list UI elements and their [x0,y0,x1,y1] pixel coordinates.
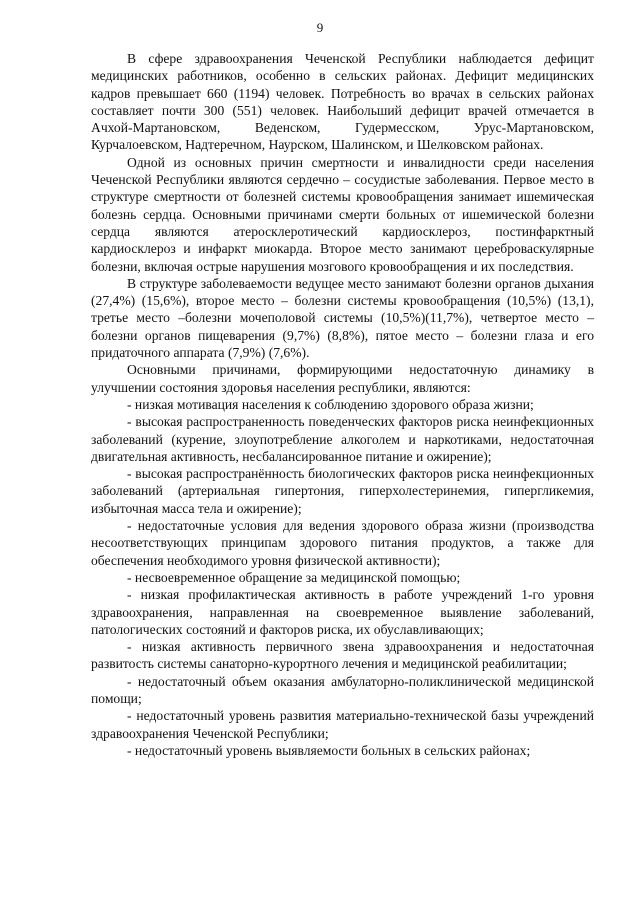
paragraph-morbidity-structure: В структуре заболеваемости ведущее место занимают болезни органов дыхания (27,4%) (15,6%), второе место – болезни системы кровообращения (10,5%) (13,1), третье место –болезни мочеполовой системы (10,5%)(11,7%), четвертое место –болезни органов пищеварения (9,7%) (8,8%), пятое место – болезни глаза и его придаточного аппарата (7,9%) (7,6%). [91,275,594,361]
paragraph-mortality-causes: Одной из основных причин смертности и инвалидности среди населения Чеченской Республики являются сердечно – сосудистые заболевания. Первое место в структуре смертности от болезней системы кровообращения занимает ишемическая болезнь сердца. Основными причинами смерти больных от ишемической болезни сердца являются атеросклеротический кардиосклероз, постинфарктный кардиосклероз и инфаркт миокарда. Второе место занимают цереброваскулярные болезни, включая острые нарушения мозгового кровообращения и их последствия. [91,154,594,274]
list-item: - несвоевременное обращение за медицинской помощью; [127,569,461,585]
list-item: - недостаточный объем оказания амбулаторно-поликлинической медицинской помощи; [91,673,594,706]
list-item: - низкая мотивация населения к соблюдению здорового образа жизни; [127,396,534,412]
page-number: 9 [316,20,324,35]
list-item: - недостаточный уровень развития материально-технической базы учреждений здравоохранения Чеченской Республики; [91,708,594,741]
list-item: - высокая распространённость биологических факторов риска неинфекционных заболеваний (артериальная гипертония, гиперхолестеринемия, гипергликемия, избыточная масса тела и ожирение); [91,466,594,516]
paragraph-staff-shortage: В сфере здравоохранения Чеченской Республики наблюдается дефицит медицинских работников, особенно в сельских районах. Дефицит медицинских кадров превышает 660 (1194) человек. Потребность во врачах в сельских районах составляет почти 300 (551) человек. Наибольший дефицит врачей отмечается в Ачхой-Мартановском, Веденском, Гудермесском, Урус-Мартановском, Курчалоевском, Надтеречном, Наурском, Шалинском, и Шелковском районах. [91,51,594,153]
list-item: - низкая профилактическая активность в работе учреждений 1-го уровня здравоохранения, направленная на своевременное выявление заболеваний, патологических состояний и факторов риска, их обуславливающих; [91,587,594,637]
list-item: - высокая распространенность поведенческих факторов риска неинфекционных заболеваний (курение, злоупотребление алкоголем и наркотиками, недостаточная двигательная активность, несбалансированное питание и ожирение); [91,414,594,464]
list-item: - низкая активность первичного звена здравоохранения и недостаточная развитость системы санаторно-курортного лечения и медицинской реабилитации; [91,639,594,672]
list-item: - недостаточные условия для ведения здорового образа жизни (производства несоответствующих принципам здорового питания продуктов, а также для обеспечения необходимого уровня физической активности); [91,518,594,568]
list-item: - недостаточный уровень выявляемости больных в сельских районах; [127,742,531,758]
document-body [91,50,594,759]
paragraph-main-reasons-intro: Основными причинами, формирующими недостаточную динамику в улучшении состояния здоровья населения республики, являются: [91,362,594,395]
